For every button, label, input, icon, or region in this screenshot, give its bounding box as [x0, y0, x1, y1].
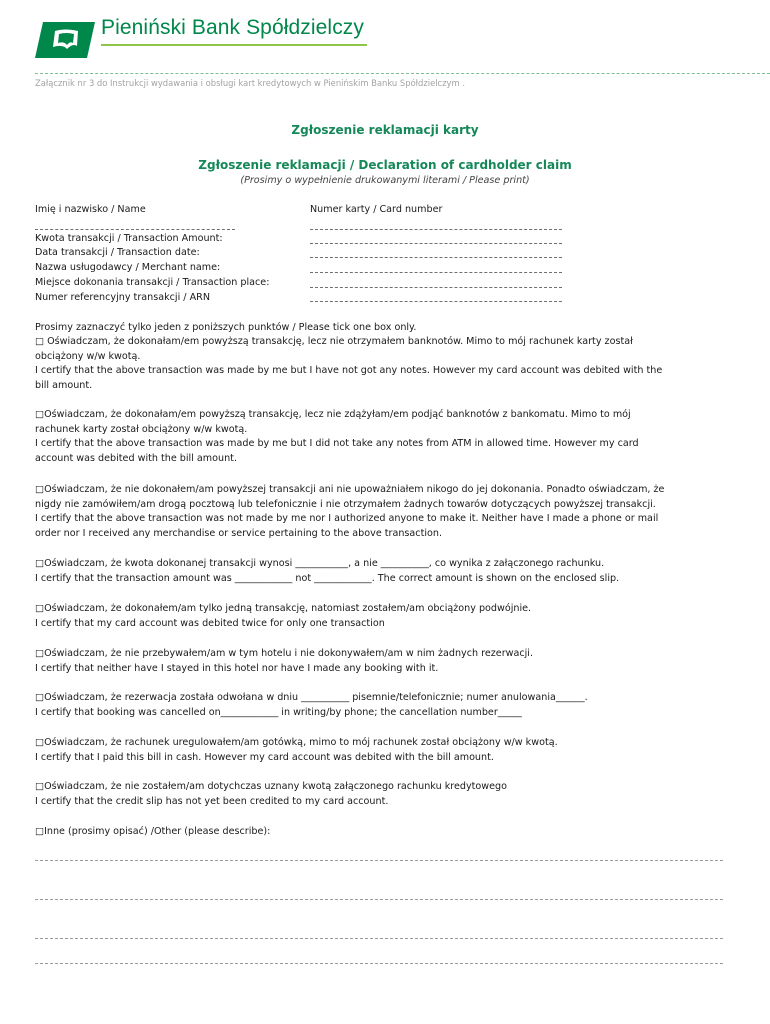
option-other[interactable] [35, 825, 735, 840]
annex-note: Załącznik nr 3 do Instrukcji wydawania i obsługi kart kredytowych w Pienińskim Banku Spółdzielczym . [35, 78, 465, 88]
merchant-field[interactable] [310, 272, 562, 273]
print-note: (Prosimy o wypełnienie drukowanymi literami / Please print) [240, 175, 530, 186]
option-3-line: nigdy nie zamówiłem/am drogą pocztową lub telefonicznie i nie otrzymałem żadnych towarów dotyczących powyższej transakcji. [35, 498, 656, 510]
header-divider [35, 73, 770, 74]
description-line[interactable] [35, 938, 723, 939]
option-3-line: order nor I received any merchandise or service pertaining to the above transaction. [35, 527, 443, 539]
option-4-line: □Oświadczam, że kwota dokonanej transakcji wynosi ___________, a nie __________, co wynika z załączonego rachunku. [35, 558, 605, 569]
description-line[interactable] [35, 963, 723, 964]
option-7[interactable] [35, 691, 735, 720]
option-2-line: I certify that the above transaction was made by me but I did not take any notes from ATM in allowed time. However my card [35, 438, 639, 450]
merchant-label: Nazwa usługodawcy / Merchant name: [35, 262, 221, 273]
option-7-line: I certify that booking was cancelled on____________ in writing/by phone; the cancellation number_____ [35, 706, 522, 718]
option-2[interactable] [35, 408, 735, 466]
date-label: Data transakcji / Transaction date: [35, 247, 200, 258]
date-field[interactable] [310, 257, 562, 258]
description-line[interactable] [35, 860, 723, 861]
description-line[interactable] [35, 899, 723, 900]
place-label: Miejsce dokonania transakcji / Transaction place: [35, 277, 270, 288]
bank-name-underline [101, 44, 367, 46]
main-title: Zgłoszenie reklamacji karty [291, 123, 479, 137]
option-8-line: I certify that I paid this bill in cash. However my card account was debited with the bill amount. [35, 751, 494, 763]
option-3[interactable] [35, 483, 735, 541]
option-5-line: I certify that my card account was debited twice for only one transaction [35, 617, 385, 629]
arn-label: Numer referencyjny transakcji / ARN [35, 292, 210, 303]
amount-field[interactable] [310, 243, 562, 244]
place-field[interactable] [310, 287, 562, 288]
option-9[interactable] [35, 780, 735, 809]
name-field[interactable] [35, 229, 235, 230]
option-6-line: □Oświadczam, że nie przebywałem/am w tym hotelu i nie dokonywałem/am w nim żadnych rezerwacji. [35, 648, 534, 659]
option-1-line: I certify that the above transaction was made by me but I have not got any notes. However my card account was debited with the [35, 365, 663, 377]
option-6[interactable] [35, 647, 735, 676]
option-3-line: I certify that the above transaction was not made by me nor I authorized anyone to make it. Neither have I made a phone or mail [35, 513, 659, 525]
option-8[interactable] [35, 736, 735, 765]
option-9-line: □Oświadczam, że nie zostałem/am dotychczas uznany kwotą załączonego rachunku kredytowego [35, 781, 507, 792]
option-1-line: □ Oświadczam, że dokonałam/em powyższą transakcję, lecz nie otrzymałem banknotów. Mimo to mój rachunek karty został [35, 336, 633, 347]
option-1-line: obciążony w/w kwotą. [35, 350, 141, 362]
card-number-field[interactable] [310, 229, 562, 230]
option-4[interactable] [35, 557, 735, 586]
card-number-label: Numer karty / Card number [310, 204, 443, 215]
option-6-line: I certify that neither have I stayed in this hotel nor have I made any booking with it. [35, 662, 439, 674]
option-7-line: □Oświadczam, że rezerwacja została odwołana w dniu __________ pisemnie/telefonicznie; numer anulowania______. [35, 692, 588, 703]
option-2-line: rachunek karty został obciążony w/w kwotą. [35, 423, 248, 435]
option-3-line: □Oświadczam, że nie dokonałem/am powyższej transakcji ani nie upoważniałem nikogo do jej dokonania. Ponadto oświadczam, że [35, 484, 665, 495]
option-2-line: □Oświadczam, że dokonałam/em powyższą transakcję, lecz nie zdążyłam/em podjąć banknotów z bankomatu. Mimo to mój [35, 409, 631, 420]
option-1[interactable] [35, 335, 735, 393]
bank-logo-icon [35, 20, 95, 60]
option-5-line: □Oświadczam, że dokonałem/am tylko jedną transakcję, natomiast zostałem/am obciążony podwójnie. [35, 603, 532, 614]
option-2-line: account was debited with the bill amount. [35, 452, 237, 464]
intro-text: Prosimy zaznaczyć tylko jeden z poniższych punktów / Please tick one box only. [35, 322, 417, 333]
name-label: Imię i nazwisko / Name [35, 204, 146, 215]
bank-name: Pieniński Bank Spółdzielczy [101, 16, 364, 39]
option-8-line: □Oświadczam, że rachunek uregulowałem/am gotówką, mimo to mój rachunek został obciążony w/w kwotą. [35, 737, 558, 748]
amount-label: Kwota transakcji / Transaction Amount: [35, 233, 223, 244]
option-other-line: □Inne (prosimy opisać) /Other (please describe): [35, 826, 271, 837]
option-1-line: bill amount. [35, 379, 93, 391]
option-5[interactable] [35, 602, 735, 631]
option-9-line: I certify that the credit slip has not yet been credited to my card account. [35, 795, 389, 807]
option-4-line: I certify that the transaction amount was ____________ not ____________. The correct amount is shown on the enclosed slip. [35, 572, 620, 584]
declaration-title: Zgłoszenie reklamacji / Declaration of cardholder claim [198, 158, 572, 172]
arn-field[interactable] [310, 301, 562, 302]
